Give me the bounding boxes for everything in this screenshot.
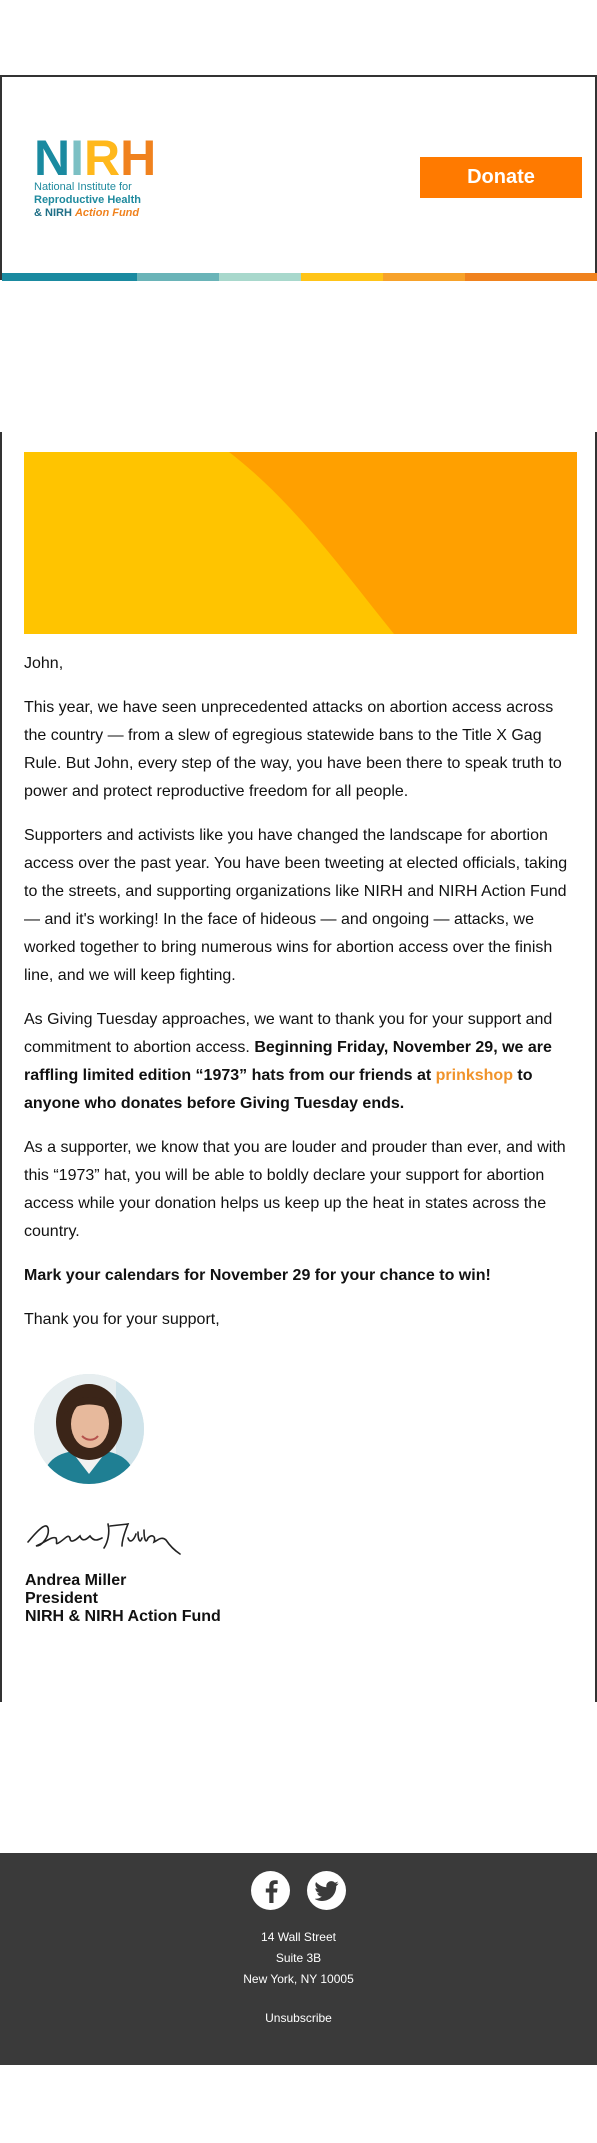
avatar <box>34 1374 144 1484</box>
email-footer <box>0 1853 597 2065</box>
signer-org: NIRH & NIRH Action Fund <box>25 1608 221 1625</box>
paragraph-3-raffle: Beginning Friday, November 29, we are raffling limited edition “1973” hats from our friends at <box>24 1039 552 1084</box>
nirh-logo[interactable] <box>34 130 164 225</box>
prinkshop-link[interactable]: prinkshop <box>435 1067 513 1084</box>
stripe-segment <box>137 273 219 281</box>
donate-button[interactable]: Donate <box>420 157 582 198</box>
paragraph-3 <box>24 1006 579 1118</box>
calendar-callout: Mark your calendars for November 29 for your chance to win! <box>24 1267 491 1284</box>
unsubscribe-link[interactable]: Unsubscribe <box>265 2011 332 2025</box>
hero-banner <box>24 452 577 634</box>
signature-block <box>25 1572 221 1626</box>
signer-title: President <box>25 1590 98 1607</box>
portrait-photo <box>34 1374 144 1484</box>
logo-letters <box>34 130 164 186</box>
social-links <box>0 1871 597 1910</box>
twitter-icon[interactable] <box>307 1871 346 1910</box>
address-line-2: Suite 3B <box>275 1951 322 1965</box>
address-line-3: New York, NY 10005 <box>243 1972 354 1986</box>
paragraph-4: As a supporter, we know that you are louder and prouder than ever, and with this “1973” hat, you will be able to boldly declare your support for abortion access while your donation helps us keep up the heat in states across the country. <box>24 1139 566 1240</box>
closing: Thank you for your support, <box>24 1311 220 1328</box>
hero-graphic <box>24 452 577 634</box>
email-header <box>0 75 597 280</box>
signature-image <box>24 1512 204 1562</box>
greeting: John, <box>24 655 64 672</box>
signer-name: Andrea Miller <box>25 1572 127 1589</box>
paragraph-3-intro: As Giving Tuesday approaches, we want to thank you for your support and commitment to abortion access. <box>24 1011 553 1056</box>
paragraph-1: This year, we have seen unprecedented attacks on abortion access across the country — from a slew of egregious statewide bans to the Title X Gag Rule. But John, every step of the way, you have been there to speak truth to power and protect reproductive freedom for all people. <box>24 699 562 800</box>
stripe-segment <box>383 273 465 281</box>
stripe-segment <box>465 273 597 281</box>
logo-line-3 <box>34 207 164 220</box>
facebook-icon[interactable] <box>251 1871 290 1910</box>
address-line-1: 14 Wall Street <box>261 1930 336 1944</box>
stripe-segment <box>2 273 137 281</box>
logo-line-1: National Institute for <box>34 181 132 193</box>
mailing-address <box>0 1927 597 1990</box>
email-content <box>0 432 597 1702</box>
paragraph-5 <box>24 1262 579 1290</box>
stripe-segment <box>301 273 383 281</box>
logo-letter-i: I <box>70 130 83 186</box>
paragraph-3-raffle-end: to anyone who donates before Giving Tuesday ends. <box>24 1067 533 1112</box>
paragraph-2: Supporters and activists like you have changed the landscape for abortion access over the past year. You have been tweeting at elected officials, taking to the streets, and supporting organizations like NIRH and NIRH Action Fund — and it's working! In the face of hideous — and ongoing — attacks, we worked together to bring numerous wins for abortion access over the finish line, and we will keep fighting. <box>24 827 568 984</box>
color-stripe <box>2 273 597 281</box>
logo-line-3-prefix: & NIRH <box>34 207 72 219</box>
message-body <box>24 650 579 1350</box>
logo-line-3-suffix: Action Fund <box>74 207 140 219</box>
logo-letter-n: N <box>34 130 69 186</box>
logo-line-2: Reproductive Health <box>34 194 141 206</box>
logo-letter-h: H <box>120 130 155 186</box>
logo-letter-r: R <box>84 130 119 186</box>
stripe-segment <box>219 273 301 281</box>
